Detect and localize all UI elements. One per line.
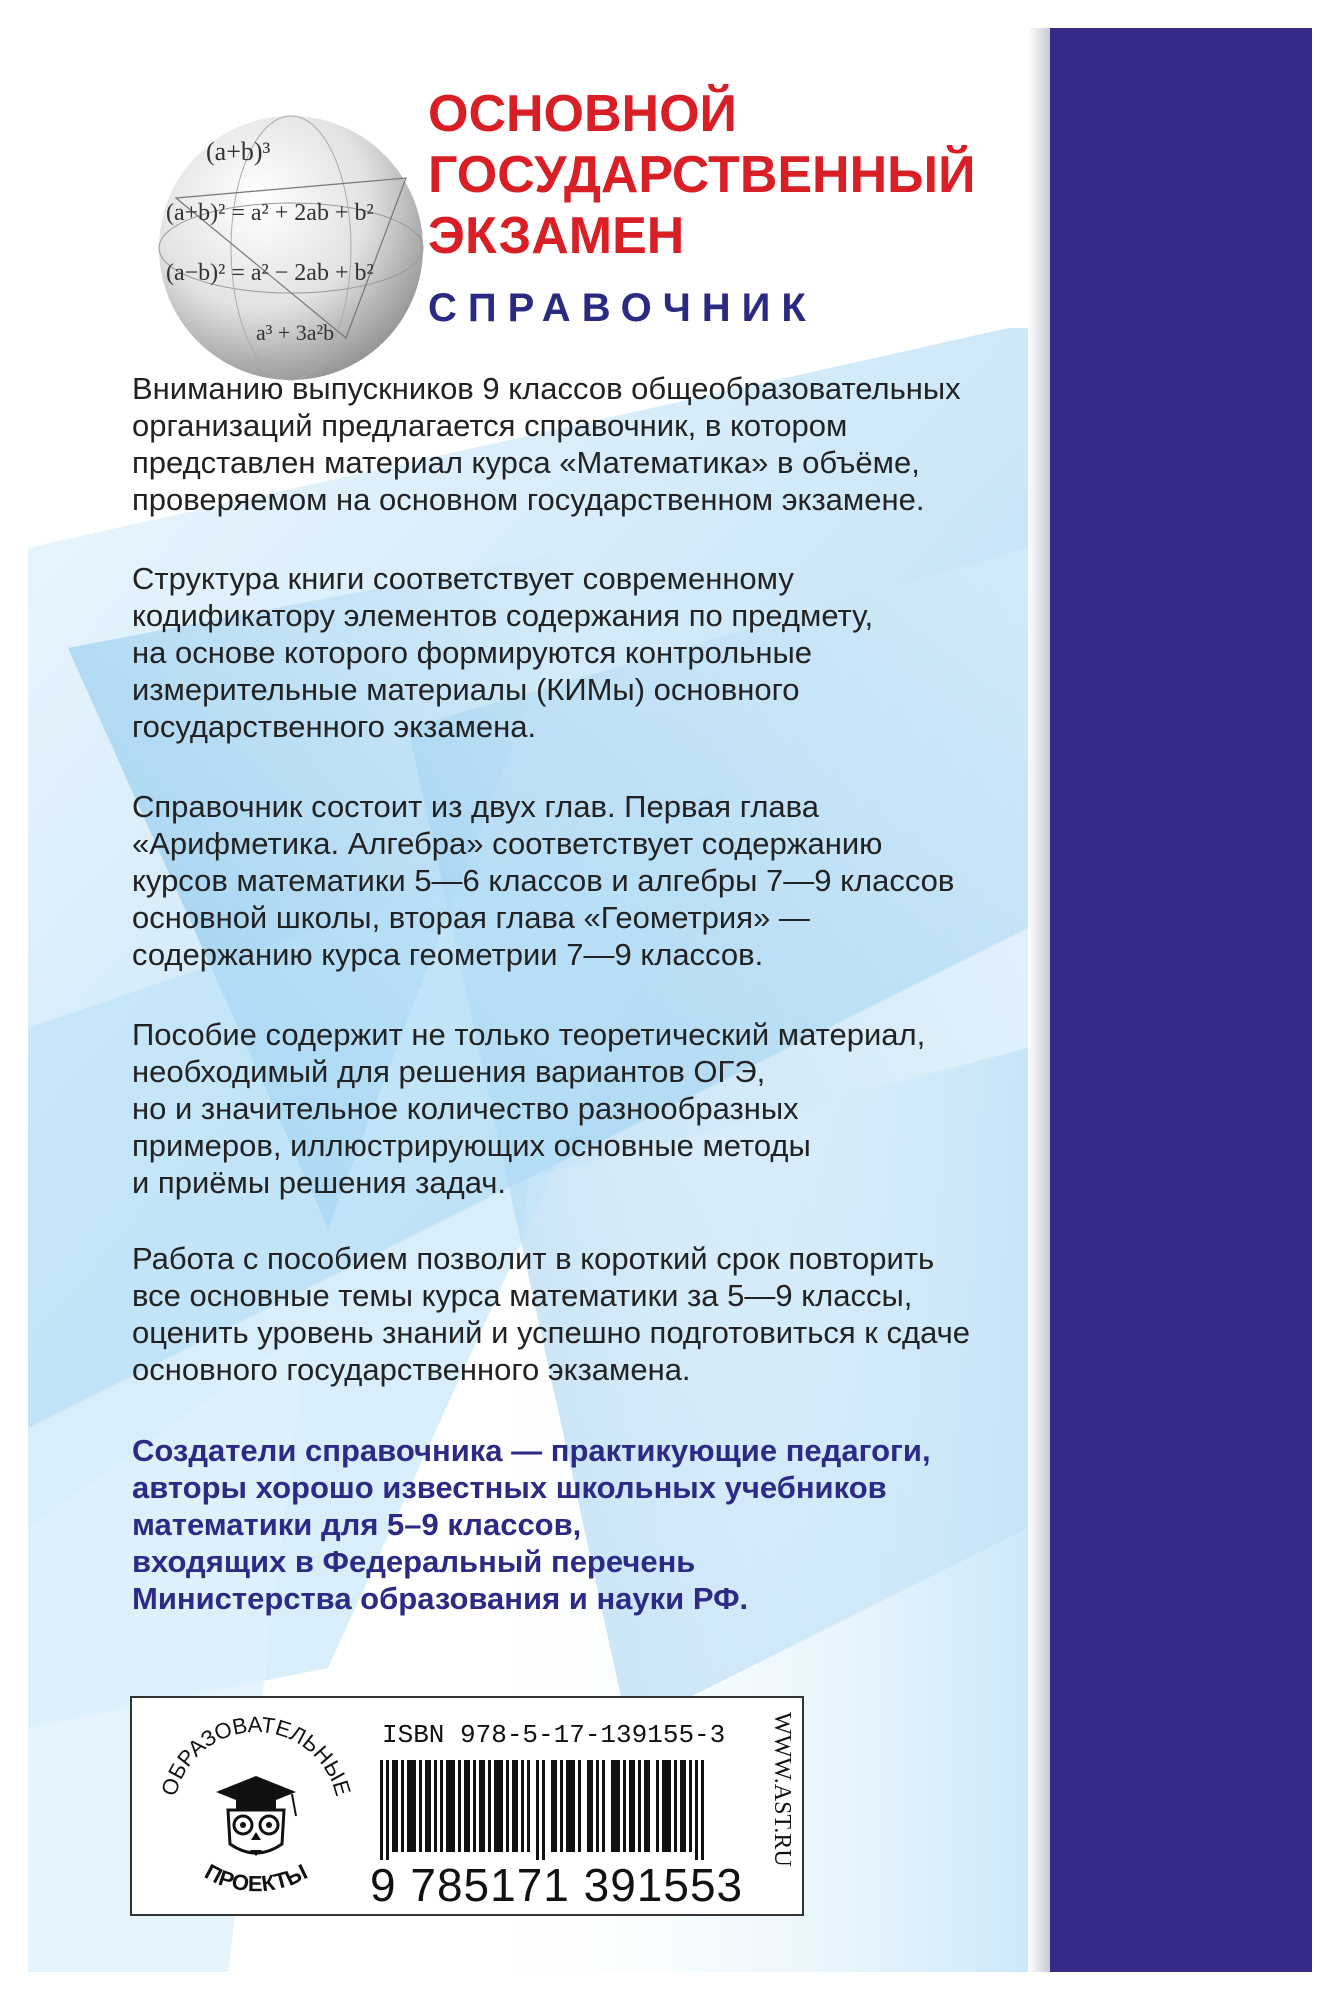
book-title (428, 84, 975, 266)
paragraph-line: Работа с пособием позволит в короткий срок повторить (132, 1241, 935, 1276)
paragraph-line: курсов математики 5—6 классов и алгебры 7—9 классов (132, 863, 955, 898)
owl-cap-icon (216, 1776, 296, 1856)
barcode-panel (130, 1696, 804, 1916)
publisher-url[interactable] (760, 1712, 800, 1912)
ean-barcode (380, 1760, 740, 1860)
paragraph-2 (132, 560, 1012, 745)
paragraph-line: основного государственного экзамена. (132, 1352, 691, 1387)
paragraph-line: все основные темы курса математики за 5—9 классы, (132, 1278, 913, 1313)
formula-sphere-image (146, 108, 436, 398)
paragraph-line: содержанию курса геометрии 7—9 классов. (132, 937, 764, 972)
ean-digits: 9 785171 391553 (370, 1859, 744, 1911)
logo-top-text: ОБРАЗОВАТЕЛЬНЫЕ (156, 1711, 356, 1799)
paragraph-line: проверяемом на основном государственном экзамене. (132, 482, 925, 517)
paragraph-line: кодификатору элементов содержания по предмету, (132, 598, 874, 633)
paragraph-line: «Арифметика. Алгебра» соответствует содержанию (132, 826, 883, 861)
paragraph-line: представлен материал курса «Математика» в объёме, (132, 445, 920, 480)
title-line-2: ГОСУДАРСТВЕННЫЙ (428, 145, 976, 204)
paragraph-line: государственного экзамена. (132, 709, 537, 744)
paragraph-line: основной школы, вторая глава «Геометрия» — (132, 900, 810, 935)
sphere-formula-2: (a+b)² = a² + 2ab + b² (166, 200, 374, 226)
paragraph-line: входящих в Федеральный перечень (132, 1544, 696, 1579)
paragraph-3 (132, 788, 1012, 973)
paragraph-line: математики для 5–9 классов, (132, 1507, 582, 1542)
paragraph-5 (132, 1240, 1012, 1388)
paragraph-line: измерительные материалы (КИМы) основного (132, 672, 800, 707)
paragraph-line: Справочник состоит из двух глав. Первая глава (132, 789, 820, 824)
paragraph-line: Вниманию выпускников 9 классов общеобразовательных (132, 371, 961, 406)
book-subtitle: СПРАВОЧНИК (428, 286, 817, 330)
isbn-number: ISBN 978-5-17-139155-3 (382, 1720, 726, 1750)
paragraph-line: организаций предлагается справочник, в котором (132, 408, 848, 443)
paragraph-line: оценить уровень знаний и успешно подготовиться к сдаче (132, 1315, 971, 1350)
paragraph-line: авторы хорошо известных школьных учебников (132, 1470, 887, 1505)
paragraph-line: но и значительное количество разнообразных (132, 1091, 799, 1126)
paragraph-line: Создатели справочника — практикующие педагоги, (132, 1433, 931, 1468)
paragraph-line: Пособие содержит не только теоретический материал, (132, 1017, 926, 1052)
book-spine (1050, 28, 1312, 1972)
paragraph-line: Структура книги соответствует современному (132, 561, 794, 596)
authors-paragraph (132, 1432, 1012, 1617)
publisher-logo (146, 1704, 366, 1910)
sphere-formula-4: a³ + 3a²b (256, 320, 335, 345)
logo-bottom-text: ПРОЕКТЫ (200, 1858, 312, 1897)
title-line-1: ОСНОВНОЙ (428, 85, 737, 143)
paragraph-line: Министерства образования и науки РФ. (132, 1581, 749, 1616)
sphere-formula-1: (a+b)³ (206, 137, 271, 166)
paragraph-line: на основе которого формируются контрольные (132, 635, 813, 670)
paragraph-line: примеров, иллюстрирующих основные методы (132, 1128, 811, 1163)
spine-shadow (1028, 28, 1050, 1972)
paragraph-4 (132, 1016, 1012, 1201)
paragraph-line: необходимый для решения вариантов ОГЭ, (132, 1054, 766, 1089)
paragraph-1 (132, 370, 1012, 518)
sphere-formula-3: (a−b)² = a² − 2ab + b² (166, 260, 374, 286)
title-line-3: ЭКЗАМЕН (428, 206, 685, 265)
paragraph-line: и приёмы решения задач. (132, 1165, 507, 1200)
publisher-url-text[interactable]: WWW.AST.RU (769, 1712, 795, 1867)
